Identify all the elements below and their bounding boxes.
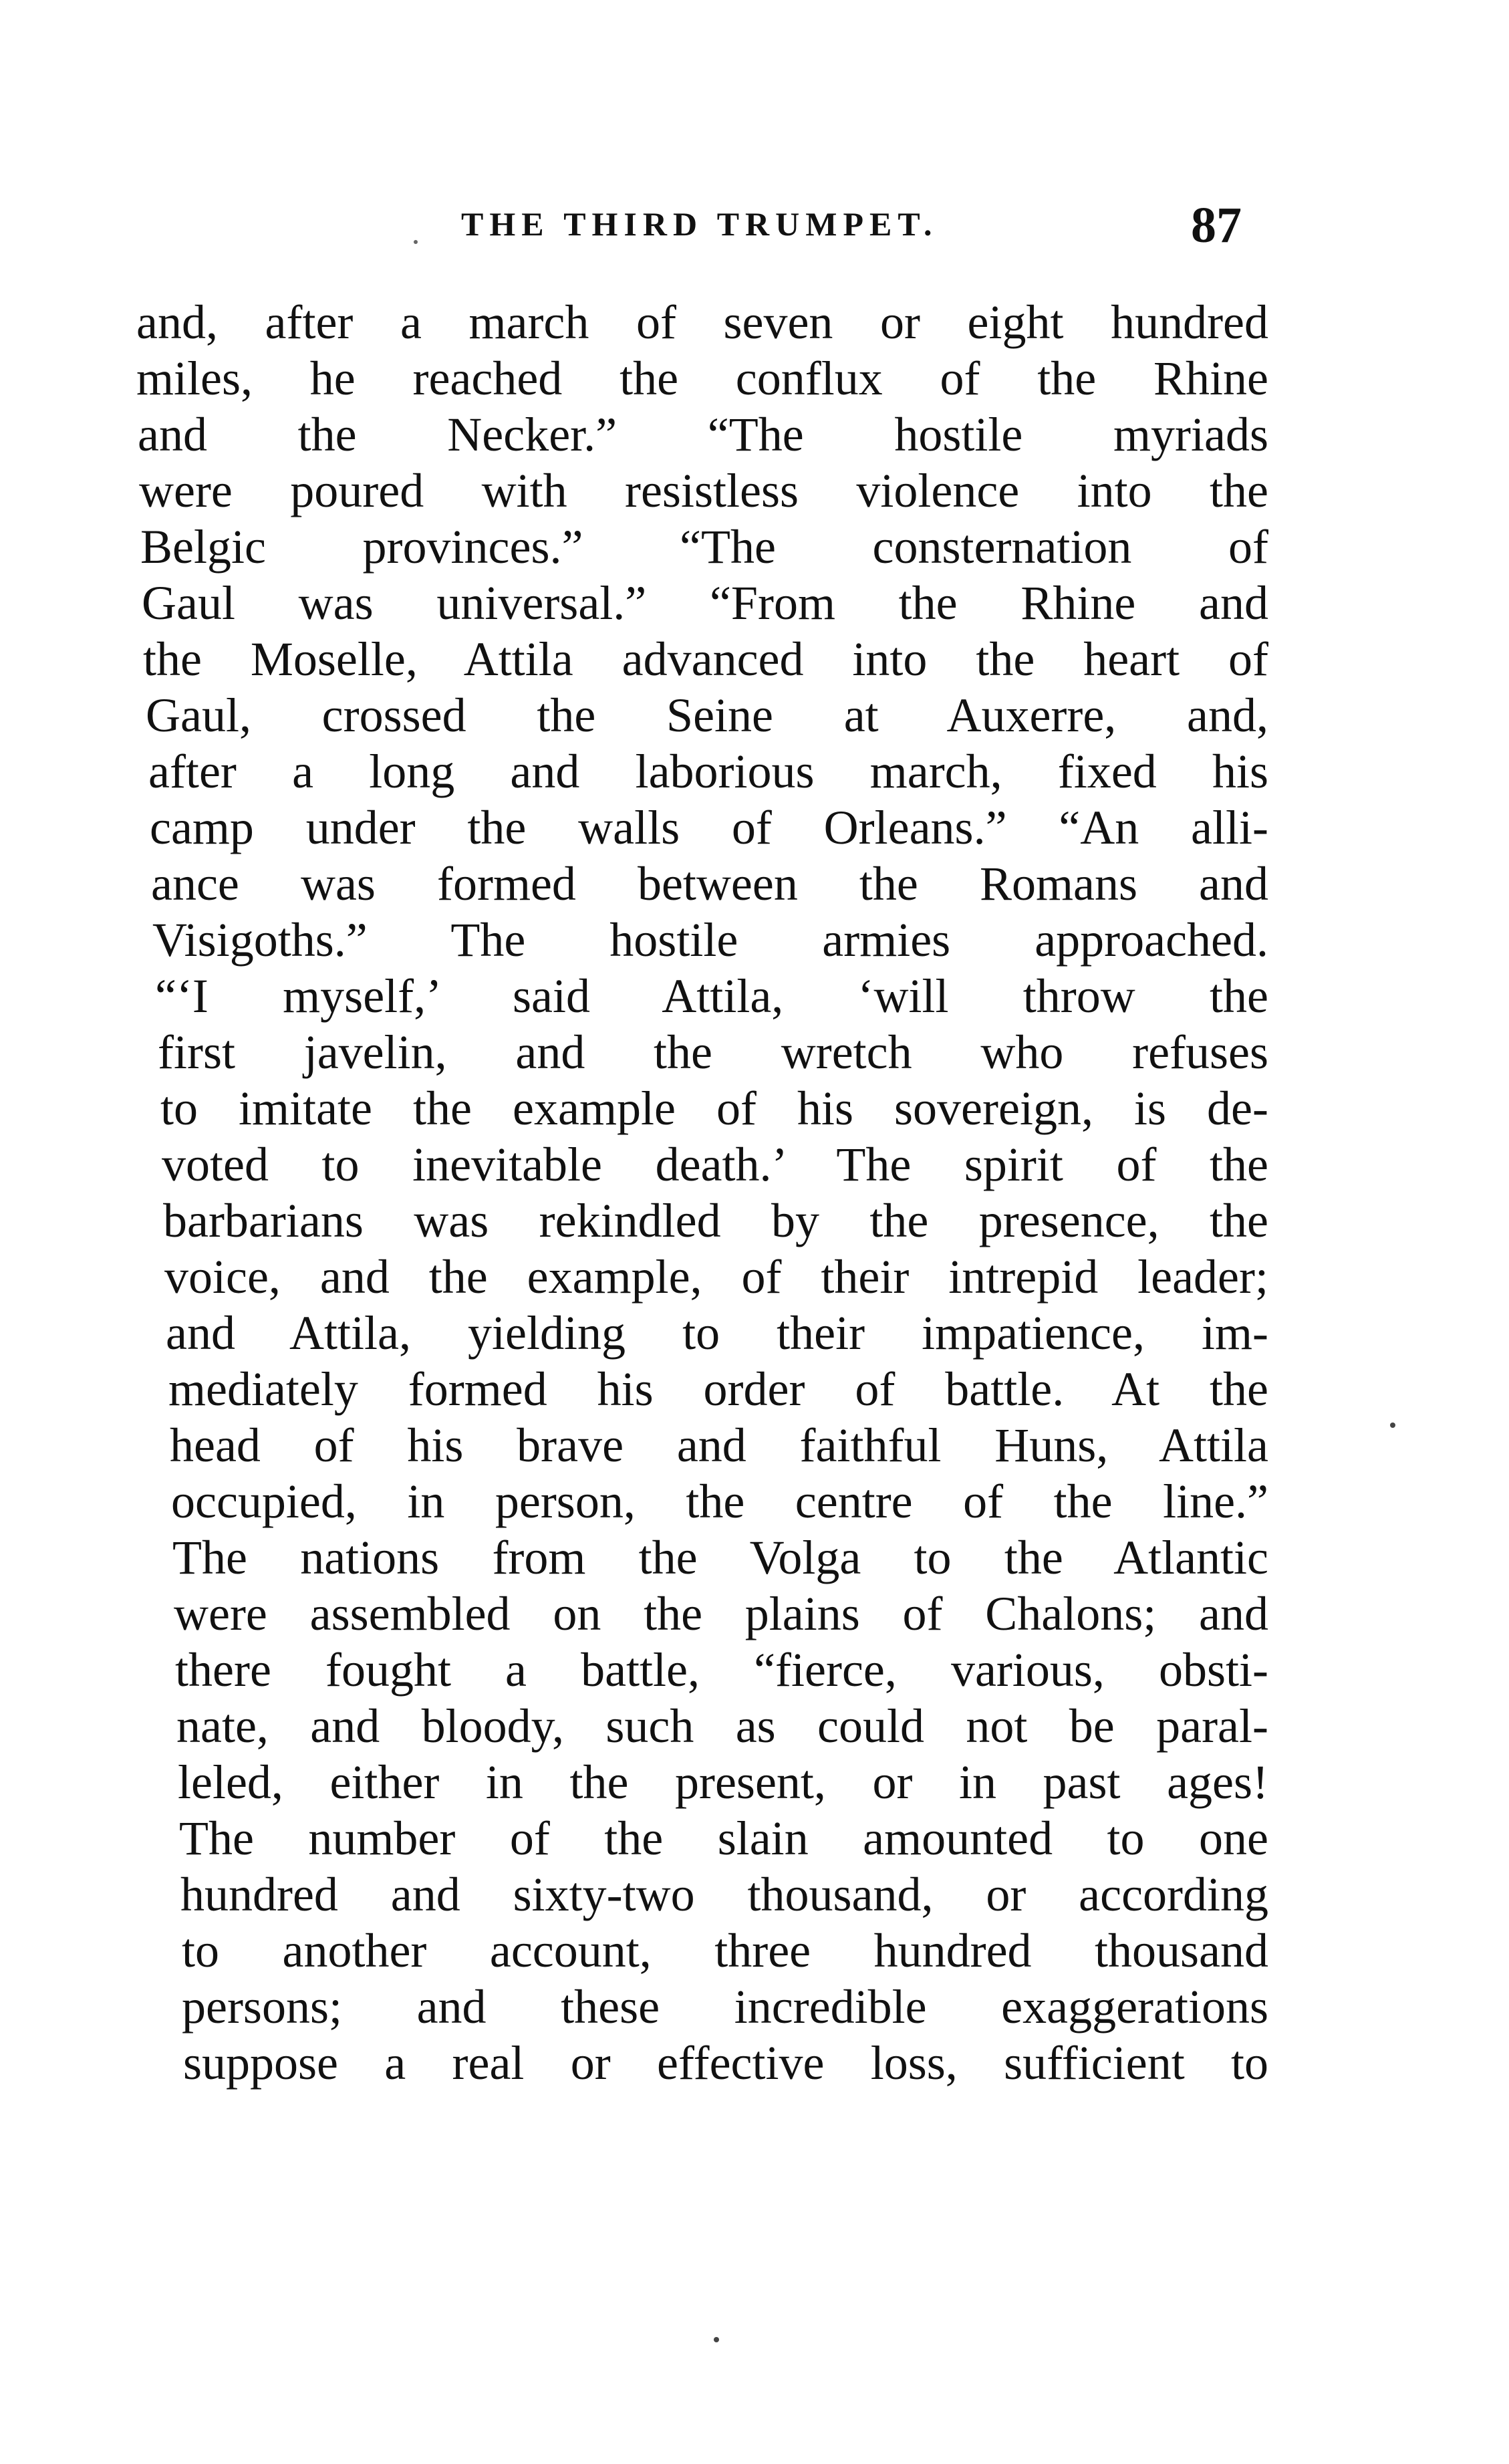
- speck: [714, 2337, 719, 2342]
- text-line: and Attila, yielding to their impatience, im-: [166, 1306, 1268, 1360]
- text-line: to imitate the example of his sovereign, is de-: [160, 1082, 1268, 1135]
- text-line: camp under the walls of Orleans.” “An alli-: [150, 801, 1268, 854]
- text-line: barbarians was rekindled by the presence, the: [163, 1194, 1268, 1247]
- text-line: to another account, three hundred thousand: [182, 1924, 1268, 1977]
- text-line: and the Necker.” “The hostile myriads: [138, 408, 1268, 461]
- speck: [1390, 1423, 1395, 1428]
- text-line: Belgic provinces.” “The consternation of: [140, 520, 1268, 574]
- text-line: Visigoths.” The hostile armies approached.: [152, 913, 1268, 967]
- text-line: nate, and bloody, such as could not be paral-: [176, 1699, 1268, 1753]
- text-line: and, after a march of seven or eight hundred: [136, 295, 1268, 349]
- running-head: [0, 197, 1509, 254]
- text-line: first javelin, and the wretch who refuses: [158, 1025, 1268, 1079]
- text-line: Gaul, crossed the Seine at Auxerre, and,: [146, 689, 1268, 742]
- text-line: miles, he reached the conflux of the Rhine: [136, 352, 1268, 405]
- text-line: voice, and the example, of their intrepid leader;: [164, 1250, 1268, 1304]
- text-line: The number of the slain amounted to one: [179, 1812, 1268, 1865]
- text-line: the Moselle, Attila advanced into the heart of: [143, 632, 1268, 686]
- text-line: leled, either in the present, or in past ages!: [178, 1755, 1268, 1809]
- text-line: suppose a real or effective loss, sufficient to: [183, 2036, 1268, 2090]
- text-line: The nations from the Volga to the Atlantic: [172, 1531, 1268, 1584]
- text-line: were assembled on the plains of Chalons; and: [174, 1587, 1268, 1640]
- text-line: persons; and these incredible exaggerations: [182, 1980, 1268, 2034]
- running-title: THE THIRD TRUMPET.: [461, 205, 938, 243]
- text-line: head of his brave and faithful Huns, Attila: [170, 1419, 1268, 1472]
- page-number: 87: [1191, 197, 1242, 253]
- text-line: were poured with resistless violence into the: [139, 464, 1268, 517]
- text-line: ance was formed between the Romans and: [151, 857, 1268, 910]
- text-line: mediately formed his order of battle. At the: [168, 1362, 1268, 1416]
- text-line: Gaul was universal.” “From the Rhine and: [142, 576, 1268, 630]
- text-line: after a long and laborious march, fixed his: [148, 745, 1268, 798]
- text-line: there fought a battle, “fierce, various, obsti-: [175, 1643, 1268, 1697]
- text-line: occupied, in person, the centre of the line.”: [171, 1475, 1268, 1528]
- text-line: hundred and sixty-two thousand, or according: [180, 1868, 1268, 1921]
- text-line: “‘I myself,’ said Attila, ‘will throw the: [155, 969, 1268, 1023]
- text-line: voted to inevitable death.’ The spirit of the: [162, 1138, 1268, 1191]
